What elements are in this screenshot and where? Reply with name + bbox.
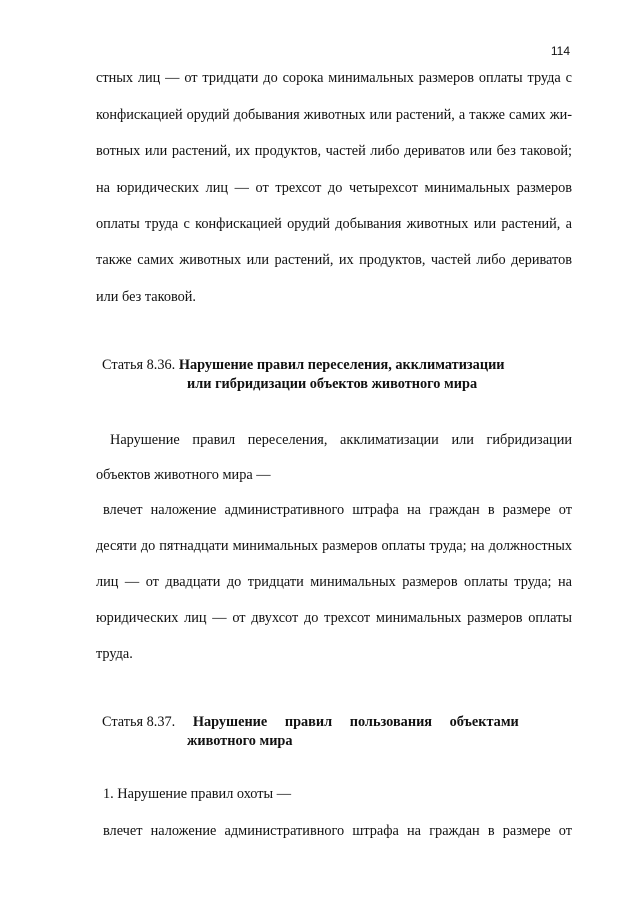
article-heading-8-37 <box>102 713 519 731</box>
article-title-cont: или гибридизации объектов животного мира <box>187 376 478 392</box>
text-line: влечет наложение административного штрафа на граждан в размере от <box>103 502 572 518</box>
text-line: влечет наложение административного штрафа на граждан в размере от <box>103 823 572 839</box>
article-title: Нарушение правил пользования объектами <box>192 714 519 730</box>
text-line: конфискацией орудий добывания животных или растений, а также самих жи- <box>96 107 572 123</box>
text-line: объектов животного мира — <box>96 467 271 483</box>
text-line: или без таковой. <box>96 289 197 305</box>
text-line: юридических лиц — от двухсот до трехсот минимальных размеров оплаты <box>96 610 572 626</box>
text-line: также самих животных или растений, их продуктов, частей либо дериватов <box>96 252 572 268</box>
article-label: Статья 8.37. <box>102 714 176 730</box>
article-heading-8-36 <box>102 356 505 374</box>
text-line: Нарушение правил переселения, акклиматизации или гибридизации <box>110 432 572 448</box>
text-line: вотных или растений, их продуктов, частей либо дериватов или без таковой; <box>96 143 572 159</box>
text-line: стных лиц — от тридцати до сорока минимальных размеров оплаты труда с <box>96 70 572 86</box>
text-line: оплаты труда с конфискацией орудий добывания животных или растений, а <box>96 216 572 232</box>
page-number: 114 <box>550 44 570 58</box>
article-title-cont: животного мира <box>187 733 293 749</box>
text-line: труда. <box>96 646 133 662</box>
text-line: на юридических лиц — от трехсот до четырехсот минимальных размеров <box>96 180 572 196</box>
article-title: Нарушение правил переселения, акклиматизации <box>178 357 505 373</box>
text-line: 1. Нарушение правил охоты — <box>103 786 291 802</box>
text-line: лиц — от двадцати до тридцати минимальных размеров оплаты труда; на <box>96 574 572 590</box>
text-line: десяти до пятнадцати минимальных размеров оплаты труда; на должностных <box>96 538 572 554</box>
article-label: Статья 8.36. <box>102 357 176 373</box>
